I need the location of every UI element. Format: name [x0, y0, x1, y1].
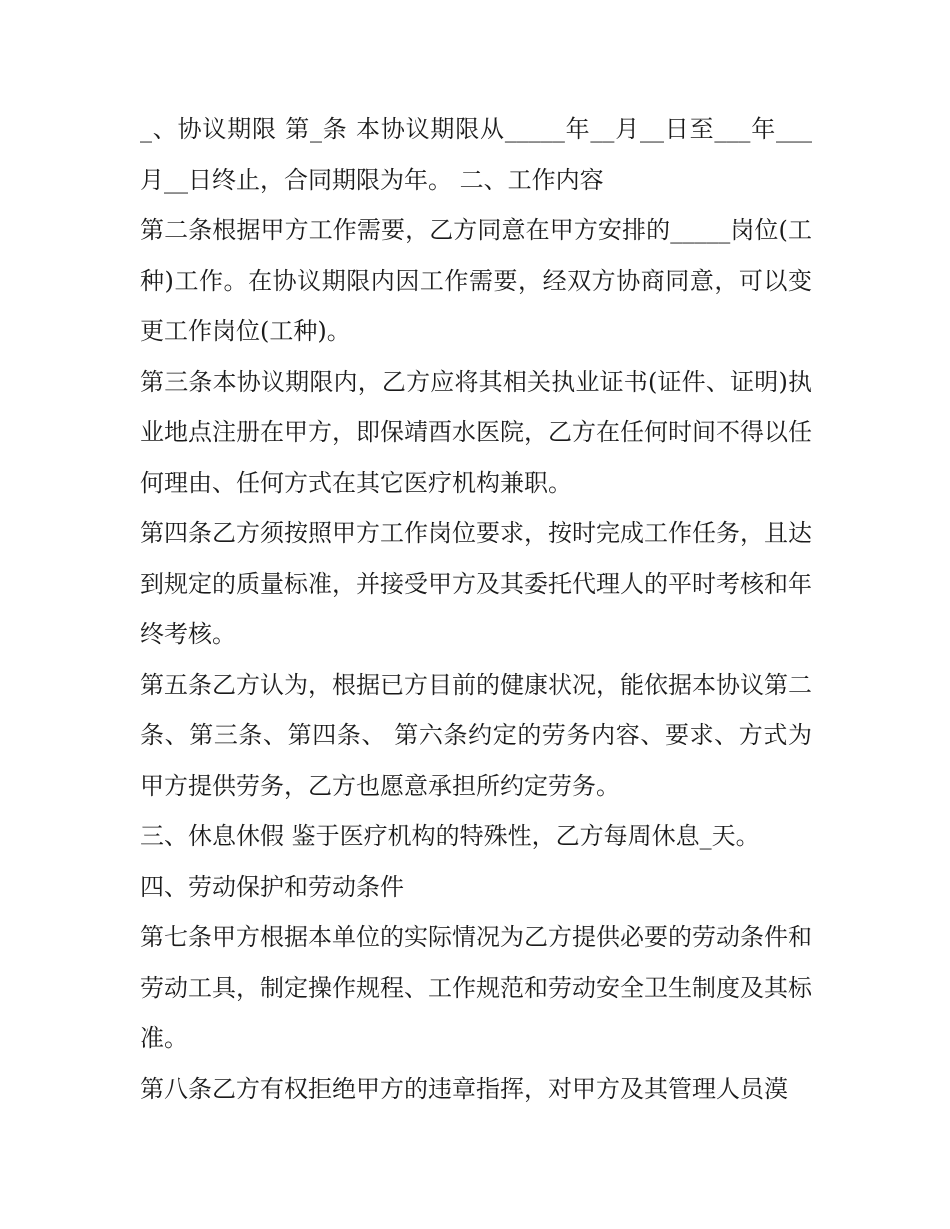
document-body — [140, 104, 812, 1114]
paragraph-section-protection: 四、劳动保护和劳动条件 — [140, 872, 404, 901]
paragraph-article-8: 第八条乙方有权拒绝甲方的违章指挥，对甲方及其管理人员漠 — [140, 1074, 788, 1103]
paragraph-section-rest: 三、休息休假 鉴于医疗机构的特殊性，乙方每周休息_天。 — [140, 822, 760, 850]
paragraph-article-2: 第二条根据甲方工作需要，乙方同意在甲方安排的_____岗位(工种)工作。在协议期限内因工作需要，经双方协商同意，可以变更工作岗位(工种)。 — [140, 216, 812, 345]
paragraph-article-3: 第三条本协议期限内，乙方应将其相关执业证书(证件、证明)执业地点注册在甲方，即保靖酉水医院，乙方在任何时间不得以任何理由、任何方式在其它医疗机构兼职。 — [140, 367, 812, 497]
paragraph-article-5: 第五条乙方认为，根据已方目前的健康状况，能依据本协议第二条、第三条、第四条、 第六条约定的劳务内容、要求、方式为甲方提供劳务，乙方也愿意承担所约定劳务。 — [140, 670, 812, 800]
paragraph-article-7: 第七条甲方根据本单位的实际情况为乙方提供必要的劳动条件和劳动工具，制定操作规程、工作规范和劳动安全卫生制度及其标准。 — [140, 923, 812, 1052]
paragraph-term: _、协议期限 第_条 本协议期限从_____年__月__日至___年___月__日终止，合同期限为年。 二、工作内容 — [140, 115, 812, 194]
paragraph-article-4: 第四条乙方须按照甲方工作岗位要求，按时完成工作任务，且达到规定的质量标准，并接受甲方及其委托代理人的平时考核和年终考核。 — [140, 519, 812, 648]
